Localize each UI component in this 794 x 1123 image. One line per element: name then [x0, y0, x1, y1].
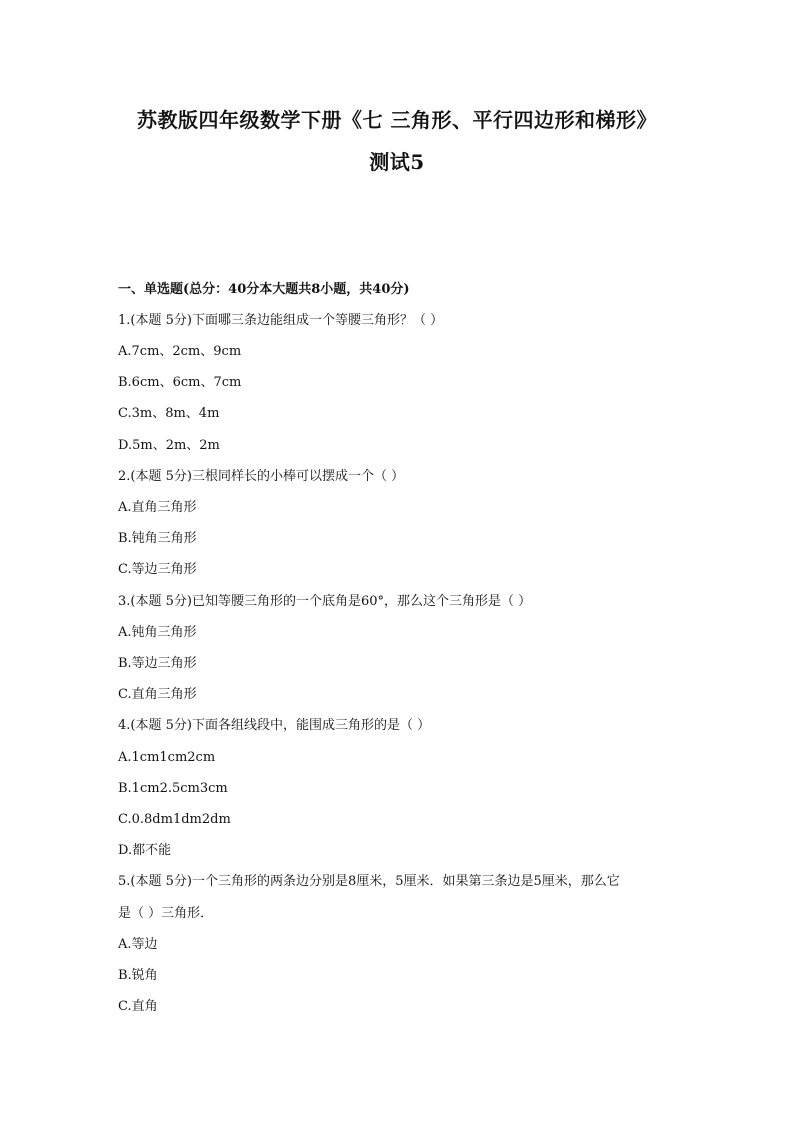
document-title-line-1: 苏教版四年级数学下册《七 三角形、平行四边形和梯形》 [137, 108, 657, 132]
question-1-option-b: B.6cm、6cm、7cm [118, 375, 242, 390]
question-1-option-c: C.3m、8m、4m [118, 406, 220, 421]
question-5-option-b: B.锐角 [118, 968, 158, 983]
document-title-line-2: 测试5 [369, 150, 425, 174]
question-2-option-a: A.直角三角形 [118, 500, 197, 515]
question-1-option-a: A.7cm、2cm、9cm [118, 344, 242, 359]
question-5-option-a: A.等边 [118, 937, 158, 952]
question-4-option-a: A.1cm1cm2cm [118, 750, 216, 765]
question-3-text: 3.(本题 5分)已知等腰三角形的一个底角是60°，那么这个三角形是（ ） [118, 594, 532, 609]
question-2-text: 2.(本题 5分)三根同样长的小棒可以摆成一个（ ） [118, 469, 405, 484]
question-5-option-c: C.直角 [118, 999, 158, 1014]
question-3-option-b: B.等边三角形 [118, 656, 197, 671]
question-1-text: 1.(本题 5分)下面哪三条边能组成一个等腰三角形？（ ） [118, 313, 444, 328]
question-1-option-d: D.5m、2m、2m [118, 438, 220, 453]
question-4-option-d: D.都不能 [118, 843, 172, 858]
question-5-text-line-1: 5.(本题 5分)一个三角形的两条边分别是8厘米，5厘米．如果第三条边是5厘米，那么它 [118, 874, 620, 889]
question-4-option-c: C.0.8dm1dm2dm [118, 812, 231, 827]
question-4-option-b: B.1cm2.5cm3cm [118, 781, 228, 796]
question-3-option-c: C.直角三角形 [118, 687, 197, 702]
question-2-option-c: C.等边三角形 [118, 562, 197, 577]
question-2-option-b: B.钝角三角形 [118, 531, 197, 546]
question-5-text-line-2: 是（ ）三角形． [118, 906, 214, 921]
question-3-option-a: A.钝角三角形 [118, 625, 197, 640]
section-heading: 一、单选题(总分：40分本大题共8小题，共40分) [118, 282, 410, 297]
question-4-text: 4.(本题 5分)下面各组线段中，能围成三角形的是（ ） [118, 718, 431, 733]
